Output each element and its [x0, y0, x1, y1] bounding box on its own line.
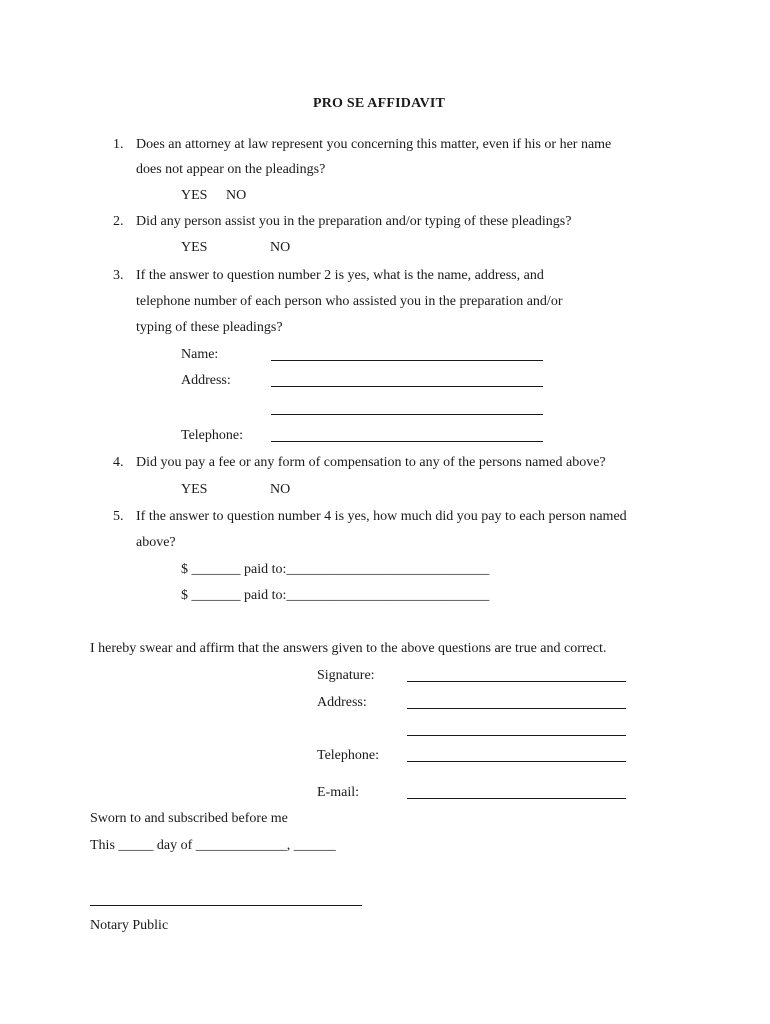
telephone-field[interactable] — [407, 761, 626, 762]
question-number: 4. — [113, 455, 124, 470]
address-label: Address: — [317, 695, 367, 710]
yes-option[interactable]: YES — [181, 240, 208, 255]
notary-signature-field[interactable] — [90, 905, 362, 906]
date-field[interactable]: This _____ day of _____________, ______ — [90, 838, 336, 853]
paid-to-field[interactable]: $ _______ paid to:_____________________________ — [181, 562, 490, 577]
paid-to-field[interactable]: $ _______ paid to:_____________________________ — [181, 588, 490, 603]
question-number: 1. — [113, 137, 124, 152]
question-text: Does an attorney at law represent you concerning this matter, even if his or her name — [136, 137, 612, 152]
telephone-label: Telephone: — [317, 748, 379, 763]
no-option[interactable]: NO — [226, 188, 247, 203]
question-number: 5. — [113, 509, 124, 524]
question-text: does not appear on the pleadings? — [136, 162, 326, 177]
question-text: Did any person assist you in the preparation and/or typing of these pleadings? — [136, 214, 572, 229]
question-text: Did you pay a fee or any form of compensation to any of the persons named above? — [136, 455, 606, 470]
yes-option[interactable]: YES — [181, 482, 208, 497]
no-option[interactable]: NO — [270, 482, 291, 497]
address-field-line-2[interactable] — [271, 414, 543, 415]
notary-label: Notary Public — [90, 918, 169, 933]
question-text: If the answer to question number 4 is yes, how much did you pay to each person named — [136, 509, 627, 524]
sworn-statement: Sworn to and subscribed before me — [90, 811, 288, 826]
question-text: above? — [136, 535, 176, 550]
question-text: telephone number of each person who assisted you in the preparation and/or — [136, 294, 563, 309]
question-number: 2. — [113, 214, 124, 229]
no-option[interactable]: NO — [270, 240, 291, 255]
address-field[interactable] — [407, 708, 626, 709]
name-label: Name: — [181, 347, 219, 362]
telephone-field[interactable] — [271, 441, 543, 442]
name-field[interactable] — [271, 360, 543, 361]
address-field-line-2[interactable] — [407, 735, 626, 736]
email-label: E-mail: — [317, 785, 359, 800]
signature-field[interactable] — [407, 681, 626, 682]
question-text: If the answer to question number 2 is yes, what is the name, address, and — [136, 268, 544, 283]
yes-option[interactable]: YES — [181, 188, 208, 203]
question-number: 3. — [113, 268, 124, 283]
telephone-label: Telephone: — [181, 428, 243, 443]
address-label: Address: — [181, 373, 231, 388]
page-title: PRO SE AFFIDAVIT — [313, 96, 446, 111]
question-text: typing of these pleadings? — [136, 320, 283, 335]
oath-statement: I hereby swear and affirm that the answers given to the above questions are true and correct. — [90, 641, 607, 656]
signature-label: Signature: — [317, 668, 375, 683]
email-field[interactable] — [407, 798, 626, 799]
address-field[interactable] — [271, 386, 543, 387]
